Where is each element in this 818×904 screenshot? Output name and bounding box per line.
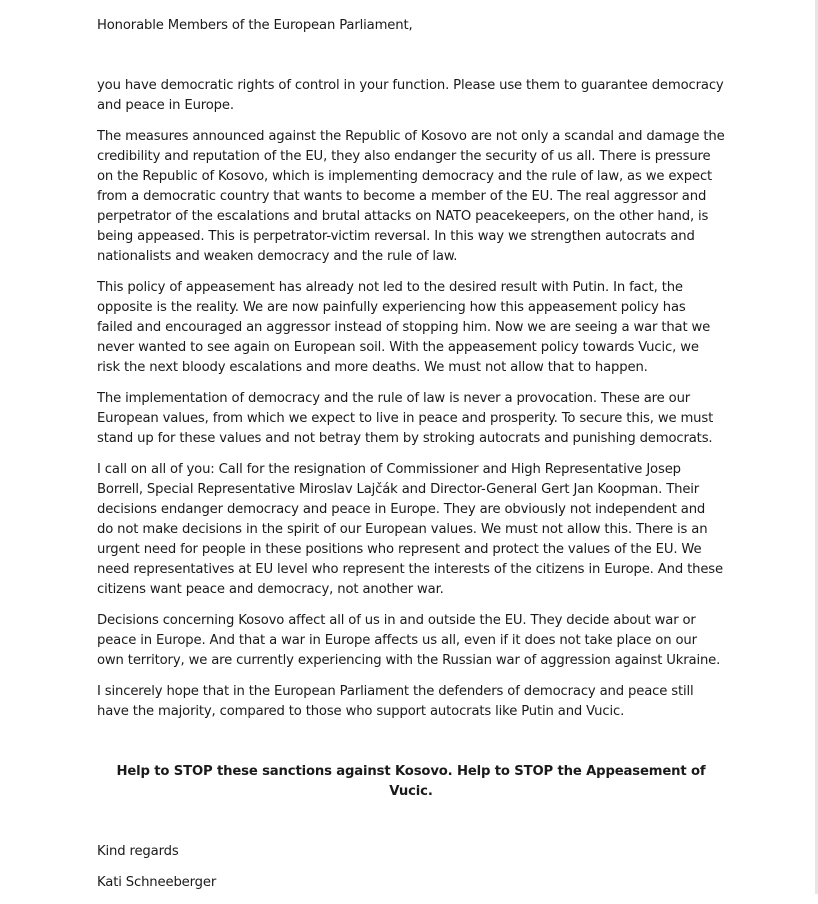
paragraph-rights-of-control: you have democratic rights of control in your function. Please use them to guarantee democracy and peace in Europe. [97,78,724,113]
sign-off: Kind regards [97,844,179,859]
letter-body [97,16,725,904]
paragraph-european-values: The implementation of democracy and the rule of law is never a provocation. These are our European values, from which we expect to live in peace and prosperity. To secure this, we must stand up for these values and not betray them by stroking autocrats and punishing democrats. [97,391,714,446]
paragraph-hope: I sincerely hope that in the European Parliament the defenders of democracy and peace still have the majority, compared to those who support autocrats like Putin and Vucic. [97,684,694,719]
paragraph-kosovo-measures: The measures announced against the Republic of Kosovo are not only a scandal and damage the credibility and reputation of the EU, they also endanger the security of us all. There is pressure on the Republic of Kosovo, which is implementing democracy and the rule of law, as we expect from a democratic country that wants to become a member of the EU. The real aggressor and perpetrator of the escalations and brutal attacks on NATO peacekeepers, on the other hand, is being appeased. This is perpetrator-victim reversal. In this way we strengthen autocrats and nationalists and weaken democracy and the rule of law. [97,129,725,264]
paragraph-kosovo-decisions: Decisions concerning Kosovo affect all of us in and outside the EU. They decide about war or peace in Europe. And that a war in Europe affects us all, even if it does not take place on our own territory, we are currently experiencing with the Russian war of aggression against Ukraine. [97,613,721,668]
paragraph-appeasement-putin: This policy of appeasement has already not led to the desired result with Putin. In fact, the opposite is the reality. We are now painfully experiencing how this appeasement policy has failed and encouraged an aggressor instead of stopping him. Now we are seeing a war that we never wanted to see again on European soil. With the appeasement policy towards Vucic, we risk the next bloody escalations and more deaths. We must not allow that to happen. [97,280,711,375]
paragraph-call-for-resignation: I call on all of you: Call for the resignation of Commissioner and High Representative Josep Borrell, Special Representative Miroslav Lajčák and Director-General Gert Jan Koopman. Their decisions endanger democracy and peace in Europe. They are obviously not independent and do not make decisions in the spirit of our European values. We must not allow this. There is an urgent need for people in these positions who represent and protect the values of the EU. We need representatives at EU level who represent the interests of the citizens in Europe. And these citizens want peace and democracy, not another war. [97,462,723,597]
signature: Kati Schneeberger [97,875,217,890]
call-to-action: Help to STOP these sanctions against Kosovo. Help to STOP the Appeasement of Vucic. [116,764,706,799]
salutation: Honorable Members of the European Parliament, [97,18,413,33]
